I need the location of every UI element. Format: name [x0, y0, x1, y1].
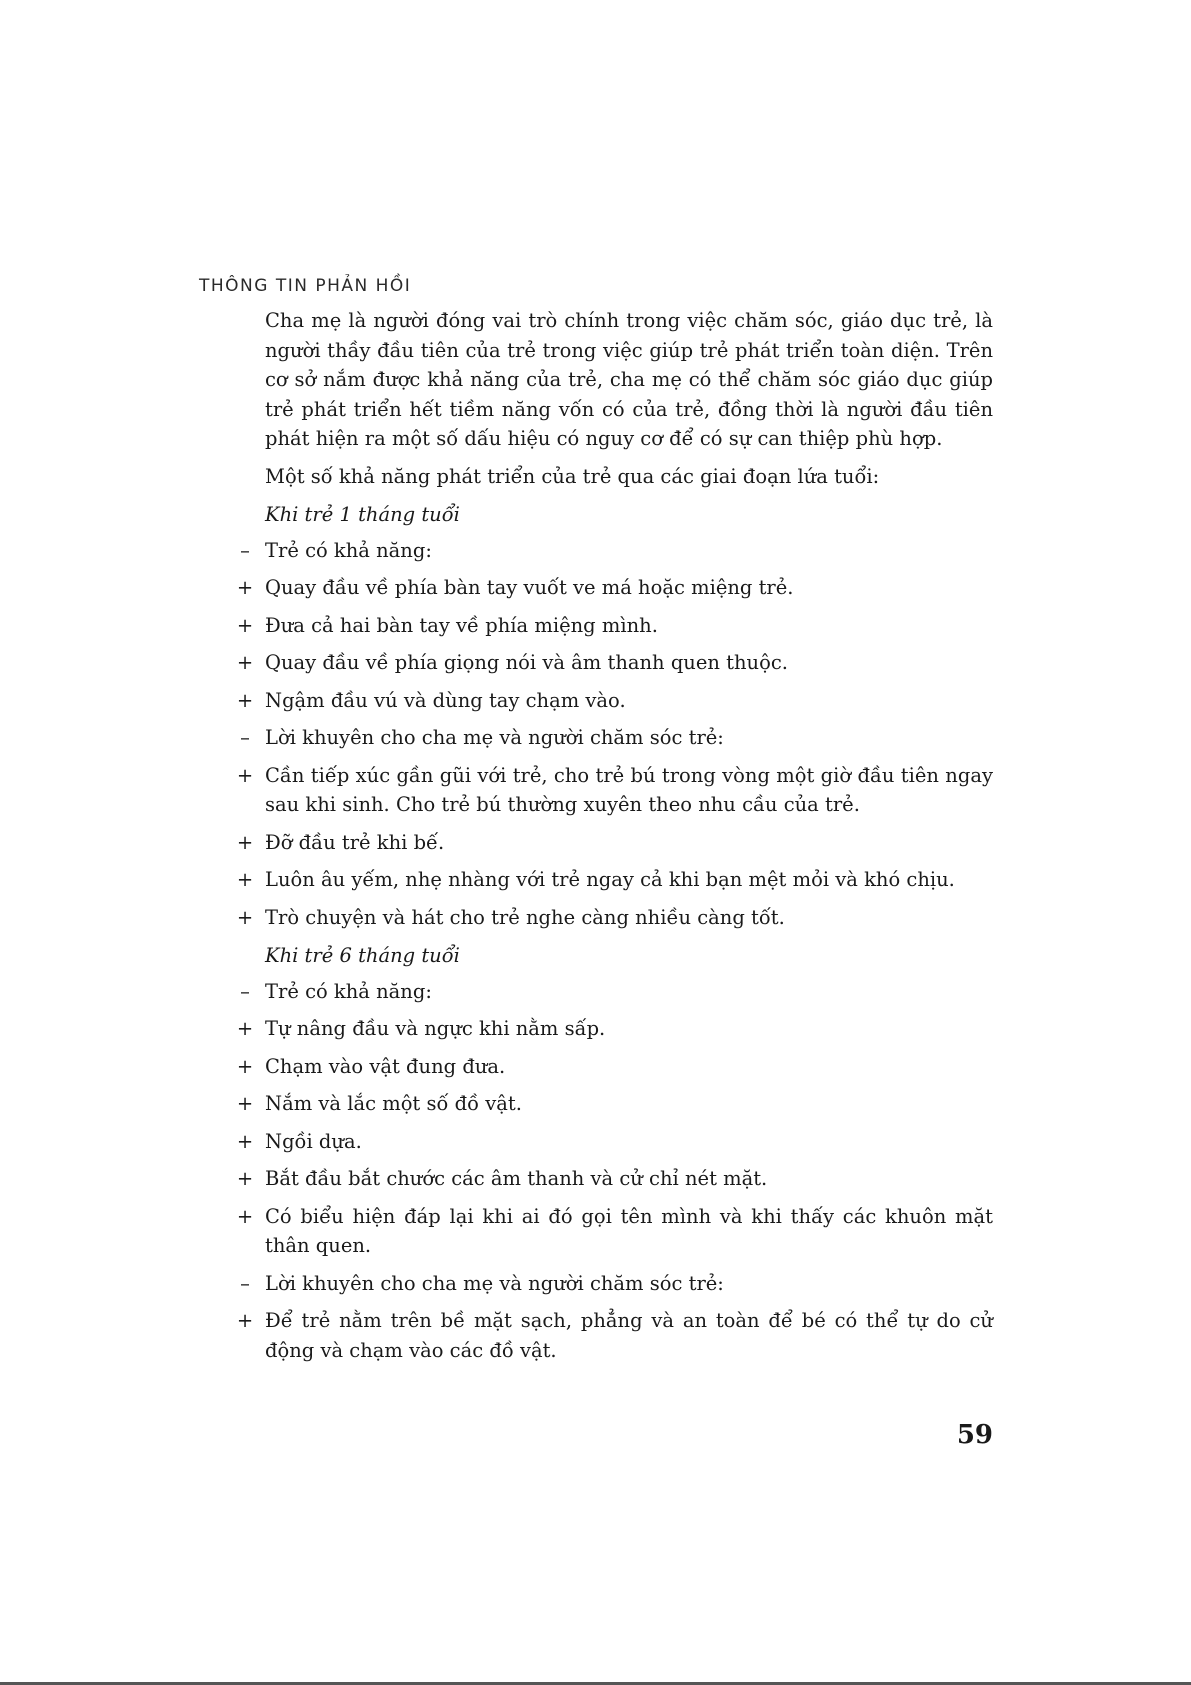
list-item: [236, 686, 993, 716]
list-marker: +: [236, 688, 254, 712]
list-marker: +: [236, 763, 254, 787]
list-marker: –: [240, 979, 250, 1003]
list-item-text: Ngậm đầu vú và dùng tay chạm vào.: [265, 688, 626, 712]
list-item: [236, 1306, 993, 1365]
list-item: [236, 828, 993, 858]
list-marker: +: [236, 576, 254, 599]
list-item-text: Chạm vào vật đung đưa.: [265, 1054, 506, 1078]
page-number: 59: [956, 1420, 993, 1450]
list-item-text: Nắm và lắc một số đồ vật.: [265, 1092, 522, 1115]
list-item-text: Luôn âu yếm, nhẹ nhàng với trẻ ngay cả khi bạn mệt mỏi và khó chịu.: [265, 868, 955, 891]
intro-paragraph: Cha mẹ là người đóng vai trò chính trong việc chăm sóc, giáo dục trẻ, là người thầy đầu tiên của trẻ trong việc giúp trẻ phát triển toàn diện. Trên cơ sở nắm được khả năng của trẻ, cha mẹ có thể chăm sóc giáo dục giúp trẻ phát triển hết tiềm năng vốn có của trẻ, đồng thời là người đầu tiên phát hiện ra một số dấu hiệu có nguy cơ để có sự can thiệp phù hợp.: [265, 309, 993, 450]
list-item: [240, 723, 993, 753]
list-item: [236, 903, 993, 933]
list-marker: +: [236, 1092, 254, 1115]
list-item-text: Cần tiếp xúc gần gũi với trẻ, cho trẻ bú trong vòng một giờ đầu tiên ngay sau khi sinh. Cho trẻ bú thường xuyên theo nhu cầu của trẻ.: [265, 763, 993, 816]
section-heading-6-months: Khi trẻ 6 tháng tuổi: [265, 944, 460, 967]
list-item: [236, 1164, 993, 1194]
list-item-text: Bắt đầu bắt chước các âm thanh và cử chỉ nét mặt.: [265, 1167, 768, 1190]
list-item: [236, 1127, 993, 1157]
list-item-text: Để trẻ nằm trên bề mặt sạch, phẳng và an toàn để bé có thể tự do cử động và chạm vào các đồ vật.: [265, 1309, 993, 1362]
list-item: [236, 1014, 993, 1044]
list-item-text: Tự nâng đầu và ngực khi nằm sấp.: [265, 1017, 606, 1040]
list-marker: +: [236, 868, 254, 891]
list-item-text: Trẻ có khả năng:: [265, 538, 432, 562]
section-label: THÔNG TIN PHẢN HỒI: [199, 276, 412, 296]
list-item-text: Có biểu hiện đáp lại khi ai đó gọi tên mình và khi thấy các khuôn mặt thân quen.: [265, 1204, 993, 1257]
list-item: [236, 611, 993, 641]
list-item: [240, 1269, 993, 1299]
list-item: [236, 1089, 993, 1119]
list-item-text: Ngồi dựa.: [265, 1129, 362, 1153]
list-item: [236, 761, 993, 820]
list-marker: +: [236, 1017, 254, 1040]
list-item-text: Lời khuyên cho cha mẹ và người chăm sóc trẻ:: [265, 726, 724, 749]
list-marker: +: [236, 830, 254, 854]
list-marker: +: [236, 1204, 254, 1228]
list-item-text: Trẻ có khả năng:: [265, 979, 432, 1003]
page-content: [236, 306, 993, 1373]
list-item: [236, 573, 993, 603]
list-marker: +: [236, 1167, 254, 1190]
list-marker: +: [236, 613, 254, 637]
list-item-text: Đỡ đầu trẻ khi bế.: [265, 830, 445, 854]
list-item-text: Trò chuyện và hát cho trẻ nghe càng nhiều càng tốt.: [265, 905, 785, 929]
list-item: [236, 1202, 993, 1261]
list-marker: +: [236, 905, 254, 929]
list-item: [236, 1052, 993, 1082]
list-marker: +: [236, 1309, 254, 1332]
list-marker: –: [240, 1271, 250, 1295]
list-item-text: Đưa cả hai bàn tay về phía miệng mình.: [265, 613, 658, 637]
section-heading-1-month: Khi trẻ 1 tháng tuổi: [265, 503, 460, 526]
list-item: [236, 865, 993, 895]
list-item-text: Quay đầu về phía giọng nói và âm thanh quen thuộc.: [265, 651, 788, 674]
intro-lead: Một số khả năng phát triển của trẻ qua các giai đoạn lứa tuổi:: [265, 464, 880, 488]
list-item-text: Lời khuyên cho cha mẹ và người chăm sóc trẻ:: [265, 1271, 724, 1295]
list-item: [240, 536, 993, 566]
list-marker: –: [240, 538, 250, 562]
list-marker: +: [236, 1054, 254, 1078]
list-item: [240, 977, 993, 1007]
list-item: [236, 648, 993, 678]
list-marker: –: [240, 726, 250, 749]
list-item-text: Quay đầu về phía bàn tay vuốt ve má hoặc miệng trẻ.: [265, 576, 794, 599]
list-marker: +: [236, 1129, 254, 1153]
list-marker: +: [236, 651, 254, 674]
